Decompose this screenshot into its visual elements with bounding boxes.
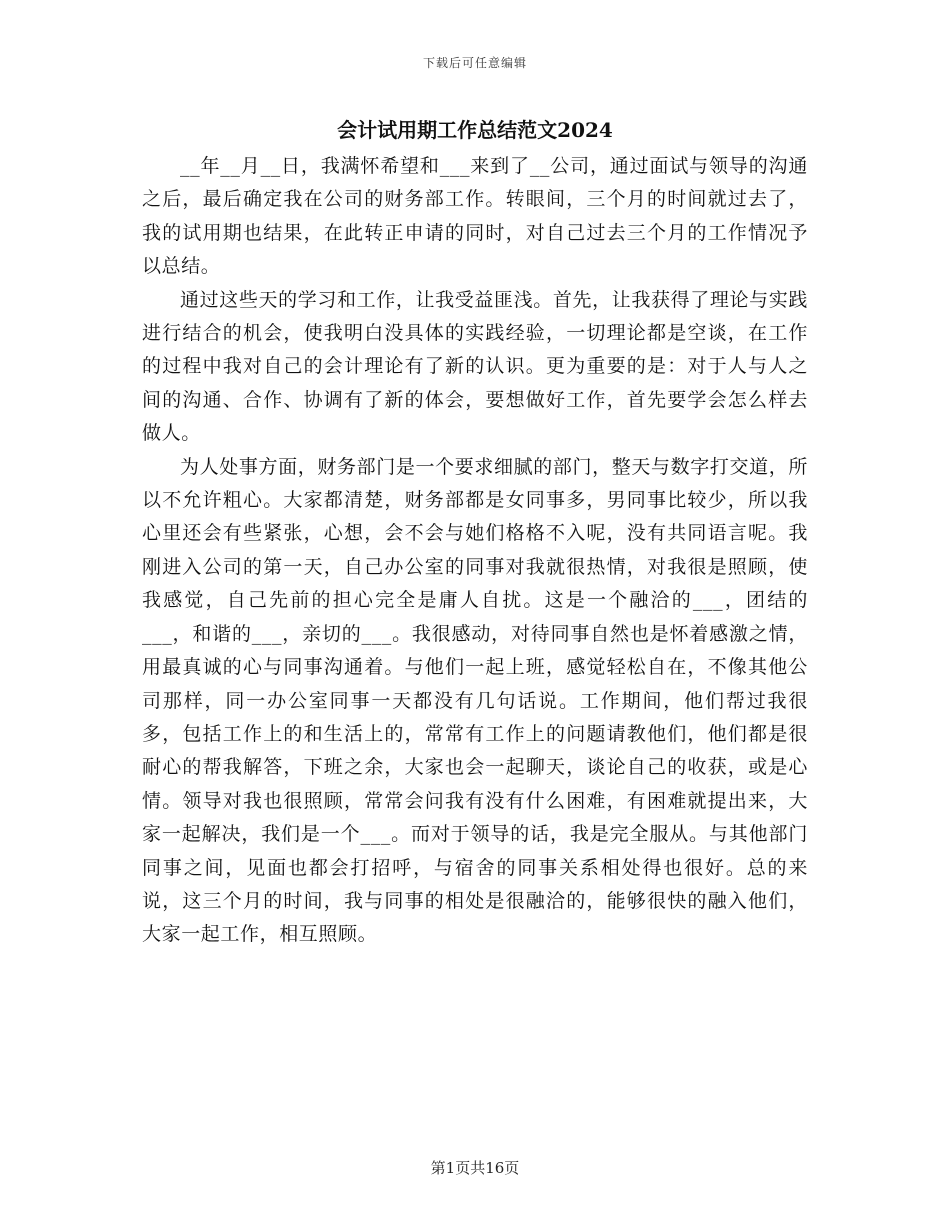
document-title: 会计试用期工作总结范文2024 — [337, 118, 613, 142]
header-note: 下载后可任意编辑 — [422, 56, 527, 70]
page-number: 第1页共16页 — [430, 1159, 520, 1177]
document-body — [142, 150, 808, 952]
paragraph-1: __年__月__日，我满怀希望和___来到了__公司，通过面试与领导的沟通之后，最后确定我在公司的财务部工作。转眼间，三个月的时间就过去了，我的试用期也结果，在此转正申请的同时，对自己过去三个月的工作情况予以总结。 — [142, 155, 808, 278]
paragraph-2: 通过这些天的学习和工作，让我受益匪浅。首先，让我获得了理论与实践进行结合的机会，使我明白没具体的实践经验，一切理论都是空谈，在工作的过程中我对自己的会计理论有了新的认识。更为重要的是：对于人与人之间的沟通、合作、协调有了新的体会，要想做好工作，首先要学会怎么样去做人。 — [142, 288, 808, 445]
paragraph-3: 为人处事方面，财务部门是一个要求细腻的部门，整天与数字打交道，所以不允许粗心。大家都清楚，财务部都是女同事多，男同事比较少，所以我心里还会有些紧张，心想，会不会与她们格格不入呢，没有共同语言呢。我刚进入公司的第一天，自己办公室的同事对我就很热情，对我很是照顾，使我感觉，自己先前的担心完全是庸人自扰。这是一个融洽的___，团结的___，和谐的___，亲切的___。我很感动，对待同事自然也是怀着感激之情，用最真诚的心与同事沟通着。与他们一起上班，感觉轻松自在，不像其他公司那样，同一办公室同事一天都没有几句话说。工作期间，他们帮过我很多，包括工作上的和生活上的，常常有工作上的问题请教他们，他们都是很耐心的帮我解答，下班之余，大家也会一起聊天，谈论自己的收获，或是心情。领导对我也很照顾，常常会问我有没有什么困难，有困难就提出来，大家一起解决，我们是一个___。而对于领导的话，我是完全服从。与其他部门同事之间，见面也都会打招呼，与宿舍的同事关系相处得也很好。总的来说，这三个月的时间，我与同事的相处是很融洽的，能够很快的融入他们，大家一起工作，相互照顾。 — [142, 455, 808, 946]
